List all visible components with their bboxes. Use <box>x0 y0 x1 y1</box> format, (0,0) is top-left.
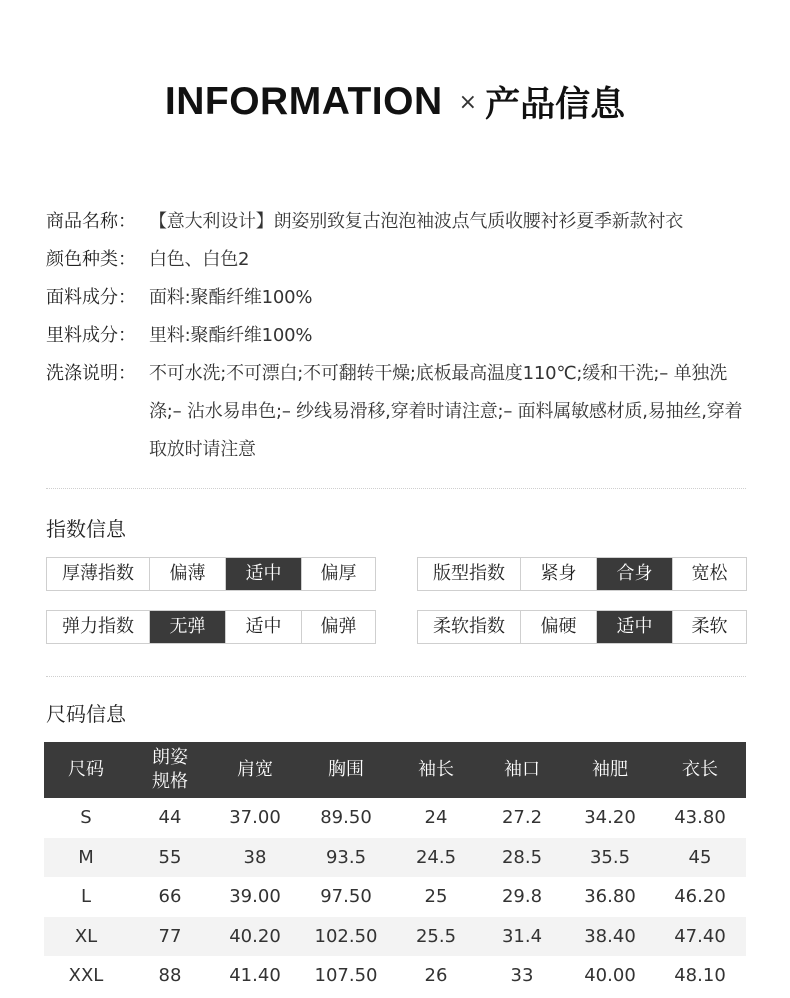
product-info-list <box>46 203 751 469</box>
index-label: 柔软指数 <box>433 616 505 637</box>
info-row-lining <box>46 317 751 355</box>
info-row-care <box>46 355 751 469</box>
table-cell: XL <box>44 917 128 957</box>
table-cell: 38.40 <box>566 917 654 957</box>
table-row <box>44 917 746 957</box>
section-divider <box>46 488 746 489</box>
index-option: 宽松 <box>672 558 746 590</box>
table-cell: 29.8 <box>501 886 543 908</box>
index-option: 偏薄 <box>149 558 225 590</box>
table-cell: XXL <box>68 965 104 987</box>
table-cell: 89.50 <box>320 807 372 829</box>
column-header: 胸围 <box>298 742 394 798</box>
index-option-selected: 合身 <box>596 558 672 590</box>
size-table-header-row <box>44 742 746 798</box>
info-value: 不可水洗;不可漂白;不可翻转干燥;底板最高温度110℃;缓和干洗;– 单独洗涤;– 沾水易串色;– 纱线易滑移,穿着时请注意;– 面料属敏感材质,易抽丝,穿着取放时请注意 <box>149 363 743 460</box>
table-cell: 24 <box>424 807 448 829</box>
table-cell: 93.5 <box>298 838 394 878</box>
table-cell: M <box>44 838 128 878</box>
table-cell: 31.4 <box>478 917 566 957</box>
column-header: 朗姿 规格 <box>128 742 212 798</box>
index-group-thickness <box>46 557 376 591</box>
size-table <box>44 742 746 996</box>
index-group-elasticity <box>46 610 376 644</box>
column-header: 袖肥 <box>566 742 654 798</box>
index-option: 柔软 <box>672 611 746 643</box>
info-label: 颜色种类： <box>46 249 136 270</box>
table-cell: 45 <box>654 838 746 878</box>
info-label: 洗涤说明： <box>46 363 136 384</box>
index-label: 弹力指数 <box>62 616 134 637</box>
info-row-name <box>46 203 751 241</box>
table-cell: 107.50 <box>314 965 378 987</box>
table-row <box>44 838 746 878</box>
index-option-selected: 适中 <box>225 558 301 590</box>
table-cell: 26 <box>424 965 448 987</box>
index-option: 偏硬 <box>520 611 596 643</box>
table-cell: 37.00 <box>229 807 281 829</box>
info-label: 面料成分： <box>46 287 136 308</box>
title-chinese: 产品信息 <box>485 85 626 125</box>
table-cell: 88 <box>158 965 182 987</box>
table-cell: 39.00 <box>229 886 281 908</box>
column-header: 袖长 <box>394 742 478 798</box>
table-cell: 55 <box>128 838 212 878</box>
info-row-color <box>46 241 751 279</box>
info-value: 里料:聚酯纤维100% <box>149 325 313 346</box>
index-option: 紧身 <box>520 558 596 590</box>
column-header: 袖口 <box>478 742 566 798</box>
table-cell: 46.20 <box>674 886 726 908</box>
table-cell: 48.10 <box>674 965 726 987</box>
table-cell: 34.20 <box>584 807 636 829</box>
index-label: 版型指数 <box>433 563 505 584</box>
title-english: INFORMATION <box>164 80 443 123</box>
table-cell: S <box>80 807 92 829</box>
table-cell: 33 <box>510 965 534 987</box>
info-value: 面料:聚酯纤维100% <box>149 287 313 308</box>
title-separator: × <box>458 89 478 115</box>
column-header: 衣长 <box>654 742 746 798</box>
column-header: 尺码 <box>44 742 128 798</box>
table-cell: 41.40 <box>229 965 281 987</box>
info-row-fabric <box>46 279 751 317</box>
table-cell: 35.5 <box>566 838 654 878</box>
table-cell: L <box>80 886 92 908</box>
index-label: 厚薄指数 <box>62 563 134 584</box>
table-cell: 77 <box>128 917 212 957</box>
table-cell: 66 <box>158 886 182 908</box>
index-option: 适中 <box>225 611 301 643</box>
index-option: 偏厚 <box>301 558 375 590</box>
table-cell: 25 <box>424 886 448 908</box>
index-group-softness <box>417 610 747 644</box>
index-option-selected: 无弹 <box>149 611 225 643</box>
table-cell: 38 <box>212 838 298 878</box>
table-cell: 24.5 <box>394 838 478 878</box>
table-cell: 43.80 <box>674 807 726 829</box>
index-option-selected: 适中 <box>596 611 672 643</box>
page-title <box>0 72 790 132</box>
table-row <box>44 956 746 996</box>
table-cell: 25.5 <box>394 917 478 957</box>
info-value: 白色、白色2 <box>149 249 250 270</box>
table-cell: 44 <box>158 807 182 829</box>
index-section-title: 指数信息 <box>46 517 126 541</box>
index-group-fit <box>417 557 747 591</box>
column-header: 肩宽 <box>212 742 298 798</box>
table-cell: 40.00 <box>584 965 636 987</box>
table-cell: 102.50 <box>298 917 394 957</box>
info-value: 【意大利设计】朗姿别致复古泡泡袖波点气质收腰衬衫夏季新款衬衣 <box>149 211 683 232</box>
info-label: 商品名称： <box>46 211 136 232</box>
info-label: 里料成分： <box>46 325 136 346</box>
section-divider <box>46 676 746 677</box>
table-row <box>44 877 746 917</box>
index-option: 偏弹 <box>301 611 375 643</box>
table-cell: 36.80 <box>584 886 636 908</box>
table-cell: 97.50 <box>320 886 372 908</box>
table-row <box>44 798 746 838</box>
table-cell: 40.20 <box>212 917 298 957</box>
table-cell: 27.2 <box>501 807 543 829</box>
size-section-title: 尺码信息 <box>46 702 126 726</box>
table-cell: 47.40 <box>654 917 746 957</box>
table-cell: 28.5 <box>478 838 566 878</box>
